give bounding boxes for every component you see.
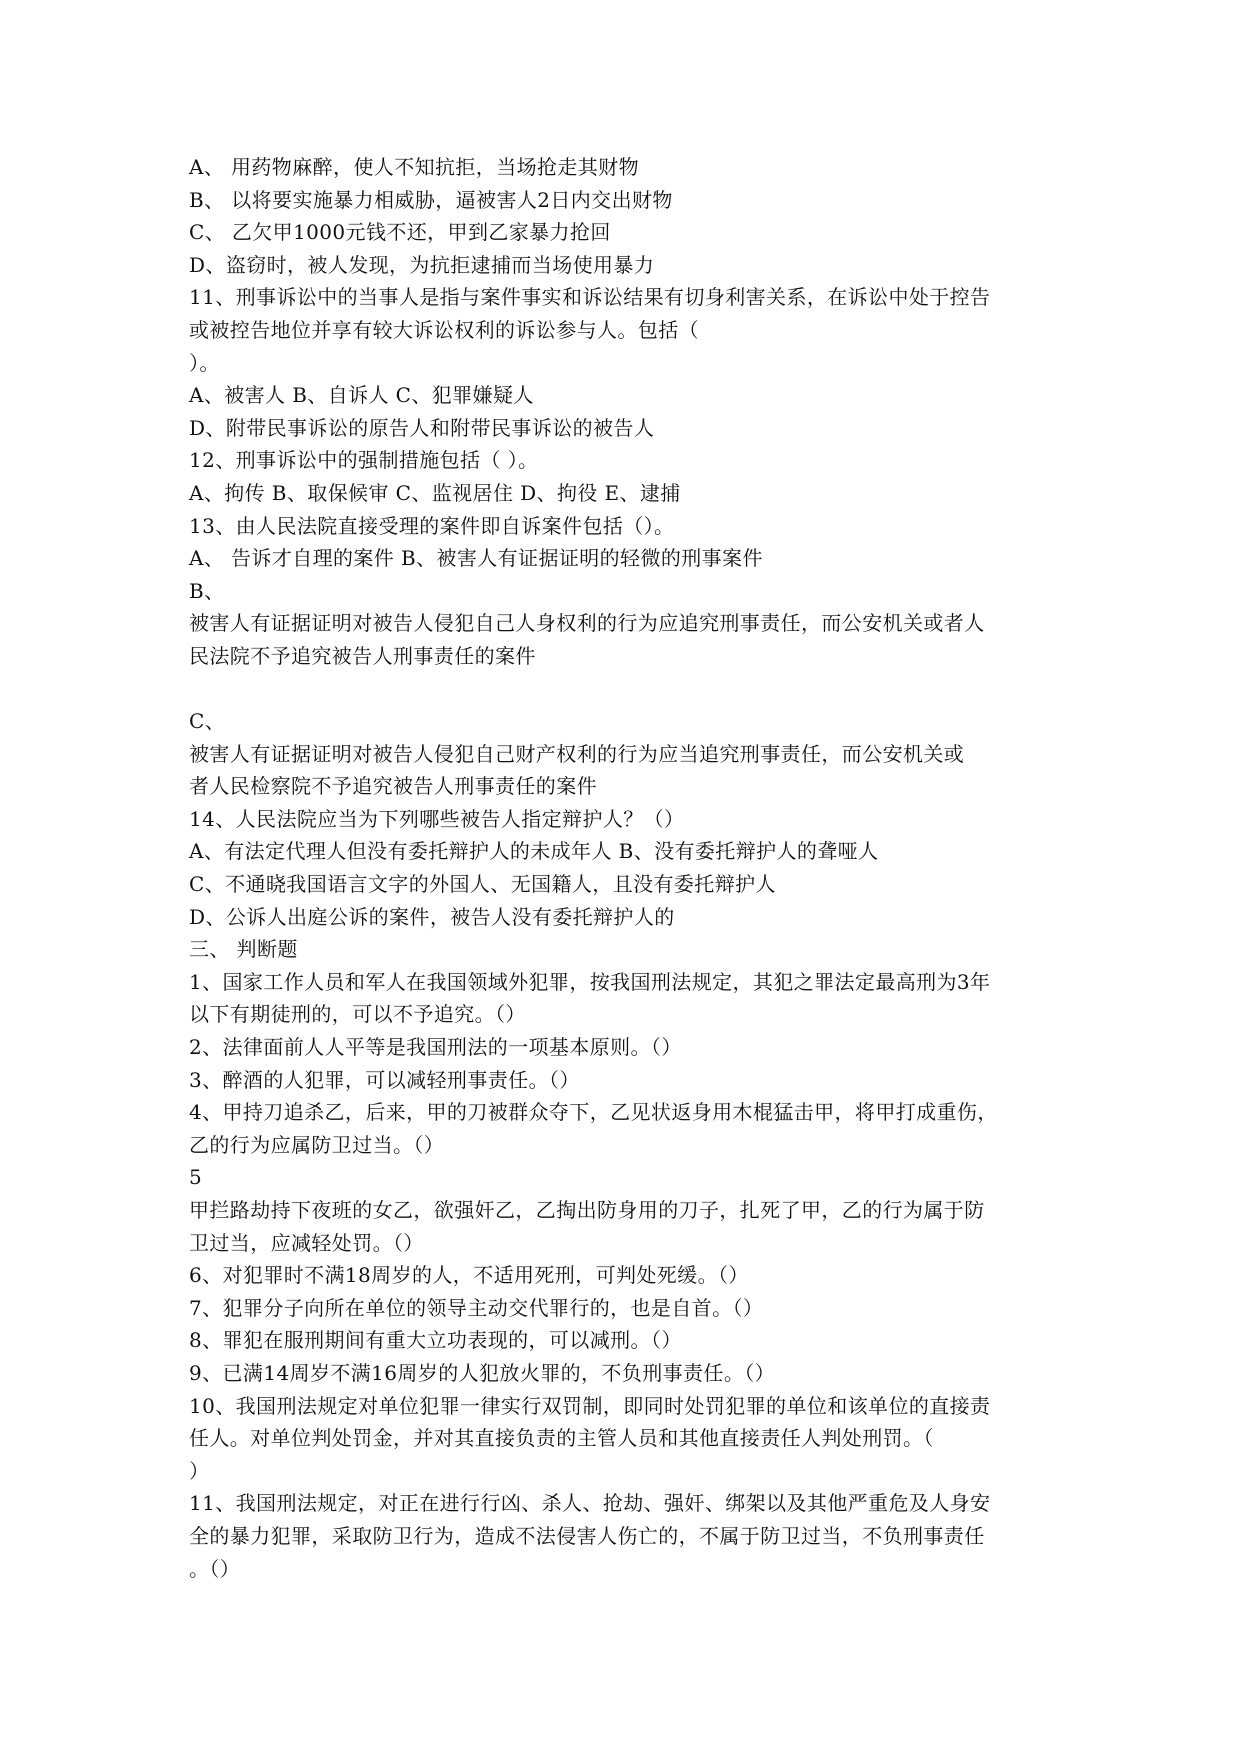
text-line: A、 用药物麻醉，使人不知抗拒，当场抢走其财物 bbox=[189, 155, 640, 179]
text-line: 10、我国刑法规定对单位犯罪一律实行双罚制，即同时处罚犯罪的单位和该单位的直接责 bbox=[189, 1393, 991, 1418]
text-line: 任人。对单位判处罚金，并对其直接负责的主管人员和其他直接责任人判处刑罚。（ bbox=[189, 1426, 934, 1451]
text-line: 或被控告地位并享有较大诉讼权利的诉讼参与人。包括（ bbox=[189, 317, 699, 342]
text-line: 以下有期徒刑的，可以不予追究。（） bbox=[189, 1002, 526, 1027]
text-line: 14、人民法院应当为下列哪些被告人指定辩护人？（） bbox=[189, 806, 685, 831]
text-line: C、 乙欠甲1000元钱不还，甲到乙家暴力抢回 bbox=[189, 220, 611, 245]
text-line: 乙的行为应属防卫过当。（） bbox=[189, 1132, 445, 1157]
text-line: ）。 bbox=[189, 350, 220, 375]
text-line: A、拘传 B、取保候审 C、监视居住 D、拘役 E、逮捕 bbox=[189, 480, 681, 505]
text-line: 1、国家工作人员和军人在我国领域外犯罪，按我国刑法规定，其犯之罪法定最高刑为3年 bbox=[189, 969, 991, 994]
text-line: 7、犯罪分子向所在单位的领导主动交代罪行的，也是自首。（） bbox=[189, 1295, 764, 1320]
text-line: D、盗窃时，被人发现，为抗拒逮捕而当场使用暴力 bbox=[189, 252, 655, 277]
text-line: D、附带民事诉讼的原告人和附带民事诉讼的被告人 bbox=[189, 415, 655, 440]
text-line: A、 告诉才自理的案件 B、被害人有证据证明的轻微的刑事案件 bbox=[189, 546, 763, 571]
text-line: D、公诉人出庭公诉的案件，被告人没有委托辩护人的 bbox=[189, 904, 675, 929]
text-line: 甲拦路劫持下夜班的女乙，欲强奸乙，乙掏出防身用的刀子，扎死了甲，乙的行为属于防 bbox=[189, 1198, 985, 1222]
text-line: ） bbox=[189, 1458, 210, 1483]
text-line: A、有法定代理人但没有委托辩护人的未成年人 B、没有委托辩护人的聋哑人 bbox=[189, 839, 879, 864]
text-line: 11、刑事诉讼中的当事人是指与案件事实和诉讼结果有切身利害关系，在诉讼中处于控告 bbox=[189, 285, 991, 310]
text-line: 12、刑事诉讼中的强制措施包括（ ）。 bbox=[189, 448, 539, 473]
text-line: 卫过当，应减轻处罚。（） bbox=[189, 1230, 424, 1255]
text-line: 民法院不予追究被告人刑事责任的案件 bbox=[189, 643, 536, 668]
text-line: 8、罪犯在服刑期间有重大立功表现的，可以减刑。（） bbox=[189, 1328, 682, 1353]
blank-line bbox=[189, 673, 1069, 706]
text-line: 3、醉酒的人犯罪，可以减轻刑事责任。（） bbox=[189, 1067, 580, 1092]
text-line: C、不通晓我国语言文字的外国人、无国籍人，且没有委托辩护人 bbox=[189, 872, 776, 897]
text-line: 。（） bbox=[189, 1556, 241, 1581]
document-body bbox=[189, 151, 1069, 1585]
text-line: 被害人有证据证明对被告人侵犯自己财产权利的行为应当追究刑事责任，而公安机关或 bbox=[189, 741, 965, 766]
text-line: A、被害人 B、自诉人 C、犯罪嫌疑人 bbox=[189, 383, 534, 408]
text-line: 9、已满14周岁不满16周岁的人犯放火罪的，不负刑事责任。（） bbox=[189, 1360, 776, 1385]
text-line: 11、我国刑法规定，对正在进行行凶、杀人、抢劫、强奸、绑架以及其他严重危及人身安 bbox=[189, 1491, 991, 1516]
text-line: C、 bbox=[189, 709, 226, 734]
text-line: 5 bbox=[189, 1165, 203, 1190]
section-heading: 三、 判断题 bbox=[189, 937, 298, 962]
text-line: 4、甲持刀追杀乙，后来，甲的刀被群众夺下，乙见状返身用木棍猛击甲，将甲打成重伤， bbox=[189, 1100, 998, 1125]
text-line: B、 bbox=[189, 578, 225, 603]
text-line: 者人民检察院不予追究被告人刑事责任的案件 bbox=[189, 774, 597, 799]
text-line: 6、对犯罪时不满18周岁的人，不适用死刑，可判处死缓。（） bbox=[189, 1263, 749, 1288]
text-line: 全的暴力犯罪，采取防卫行为，造成不法侵害人伤亡的，不属于防卫过当，不负刑事责任 bbox=[189, 1523, 985, 1548]
text-line: 被害人有证据证明对被告人侵犯自己人身权利的行为应追究刑事责任，而公安机关或者人 bbox=[189, 611, 985, 636]
text-line: 2、法律面前人人平等是我国刑法的一项基本原则。（） bbox=[189, 1035, 682, 1060]
text-line: B、 以将要实施暴力相威胁，逼被害人2日内交出财物 bbox=[189, 187, 673, 212]
text-line: 13、由人民法院直接受理的案件即自诉案件包括（）。 bbox=[189, 513, 675, 538]
